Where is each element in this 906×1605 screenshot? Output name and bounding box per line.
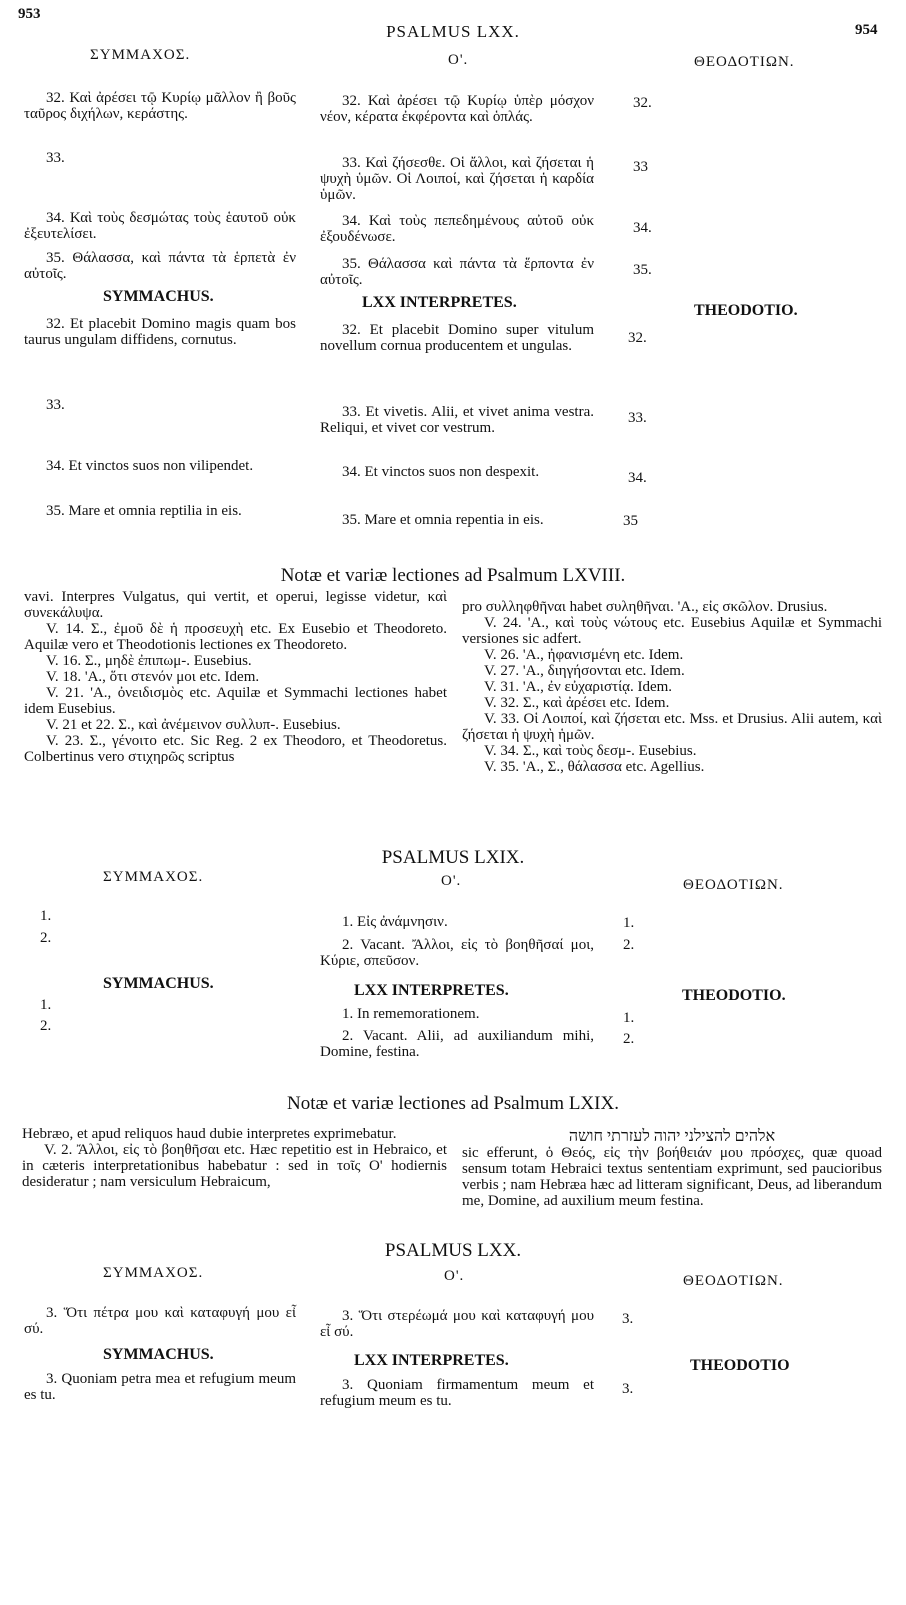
greek-head-theodotion: ΘΕΟΔΟΤΙΩΝ.: [683, 877, 784, 893]
latin-head-symmachus: SYMMACHUS.: [103, 1346, 214, 1363]
hebrew-verse: אלהים להצילני יהוה לעזרתי חושה: [568, 1128, 776, 1145]
psalm-70-title: PSALMUS LXX.: [384, 1240, 522, 1261]
lxx-greek-verse: 32. Καὶ ἀρέσει τῷ Κυρίῳ ὑπὲρ μόσχον νέον, κέρατα ἐκφέροντα καὶ ὁπλάς.: [320, 93, 594, 125]
symmachus-greek-verse: 35. Θάλασσα, καὶ πάντα τὰ ἑρπετὰ ἐν αὐτοῖς.: [24, 250, 296, 282]
greek-head-symmachus: ΣΥΜΜΑΧΟΣ.: [103, 869, 204, 885]
lxx-latin-verse: 33. Et vivetis. Alii, et vivet anima vestra. Reliqui, et vivet cor vestrum.: [320, 404, 594, 436]
latin-head-symmachus: SYMMACHUS.: [103, 288, 214, 305]
symmachus-greek-verse: 34. Καὶ τοὺς δεσμώτας τοὺς ἑαυτοῦ οὐκ ἐξευτελίσει.: [24, 210, 296, 242]
page-number-right: 954: [855, 22, 878, 38]
latin-head-lxx: LXX INTERPRETES.: [354, 1352, 509, 1369]
theodotion-verse-number: 32.: [633, 95, 652, 111]
theodotion-verse-number: 33: [633, 159, 648, 175]
symmachus-verse-number: 2.: [40, 930, 52, 946]
lxx-latin-verse: 35. Mare et omnia repentia in eis.: [342, 512, 544, 528]
theodotio-verse-number: 3.: [622, 1381, 634, 1397]
latin-head-theodotio: THEODOTIO.: [682, 987, 786, 1004]
psalm-69-title: PSALMUS LXIX.: [381, 847, 525, 868]
symmachus-latin-verse: 32. Et placebit Domino magis quam bos taurus ungulam diffidens, cornutus.: [24, 316, 296, 348]
lxx-greek-verse: 2. Vacant. Ἄλλοι, εἰς τὸ βοηθῆσαί μοι, Κύριε, σπεῦσον.: [320, 937, 594, 969]
greek-head-symmachus: ΣΥΜΜΑΧΟΣ.: [103, 1265, 204, 1281]
theodotio-verse-number: 35: [623, 513, 638, 529]
latin-head-lxx: LXX INTERPRETES.: [354, 982, 509, 999]
lxx-greek-verse: 35. Θάλασσα καὶ πάντα τὰ ἕρποντα ἐν αὐτοῖς.: [320, 256, 594, 288]
latin-head-theodotio: THEODOTIO.: [694, 302, 798, 319]
theodotio-verse-number: 2.: [623, 1031, 635, 1047]
greek-head-lxx: Ο'.: [441, 873, 462, 889]
notes-left-column: vavi. Interpres Vulgatus, qui vertit, et operui, legisse videtur, καὶ συνεκάλυψα. V. 14. Σ., ἐμοῦ δὲ ἡ προσευχὴ etc. Ex Eusebio et Theodoreto. Aquilæ vero et Theodotionis lectiones ex Theodoreto. V. 16. Σ., μηδὲ ἐπιπωμ-. Eusebius. V. 18. 'Α., ὅτι στενόν μοι etc. Idem. V. 21. 'Α., ὀνειδισμὸς etc. Aquilæ et Symmachi lectiones habet idem Eusebius. V. 21 et 22. Σ., καὶ ἀνέμεινον συλλυπ-. Eusebius. V. 23. Σ., γένοιτο etc. Sic Reg. 2 ex Theodoro, et Theodoretus. Colbertinus vero στιχηρῶς scriptus: [24, 589, 447, 765]
theodotio-verse-number: 34.: [628, 470, 647, 486]
notes-right-column: pro συλληφθῆναι habet συληθῆναι. 'Α., εἰς σκῶλον. Drusius. V. 24. 'Α., καὶ τοὺς νώτους etc. Eusebius Aquilæ et Symmachi versiones sic adfert. V. 26. 'Α., ἠφανισμένη etc. Idem. V. 27. 'Α., διηγήσονται etc. Idem. V. 31. 'Α., ἐν εὐχαριστίᾳ. Idem. V. 32. Σ., καὶ ἀρέσει etc. Idem. V. 33. Οἱ Λοιποί, καὶ ζήσεται etc. Mss. et Drusius. Alii autem, καὶ ζήσεται ἡ ψυχὴ ἡμῶν. V. 34. Σ., καὶ τοὺς δεσμ-. Eusebius. V. 35. 'Α., Σ., θάλασσα etc. Agellius.: [462, 599, 882, 775]
symmachus-latin-verse: 34. Et vinctos suos non vilipendet.: [46, 458, 254, 474]
symmachus-greek-verse: 33.: [46, 150, 65, 166]
symmachus-greek-verse: 32. Καὶ ἀρέσει τῷ Κυρίῳ μᾶλλον ἢ βοῦς ταῦρος διχήλων, κεράστης.: [24, 90, 296, 122]
greek-head-lxx: Ο'.: [444, 1268, 465, 1284]
lxx-latin-verse: 3. Quoniam firmamentum meum et refugium meum es tu.: [320, 1377, 594, 1409]
theodotion-verse-number: 1.: [623, 915, 635, 931]
greek-head-lxx: Ο'.: [448, 52, 469, 68]
symmachus-verse-number: 2.: [40, 1018, 52, 1034]
lxx-greek-verse: 1. Εἰς ἀνάμνησιν.: [342, 914, 448, 930]
lxx-latin-verse: 2. Vacant. Alii, ad auxiliandum mihi, Domine, festina.: [320, 1028, 594, 1060]
lxx-greek-verse: 33. Καὶ ζήσεσθε. Οἱ ἄλλοι, καὶ ζήσεται ἡ ψυχὴ ὑμῶν. Οἱ Λοιποί, καὶ ζήσεται ἡ καρδία ὑμῶν.: [320, 155, 594, 203]
theodotion-verse-number: 35.: [633, 262, 652, 278]
notes-title-psalm-68: Notæ et variæ lectiones ad Psalmum LXVIII.: [280, 565, 626, 586]
notes-title-psalm-69: Notæ et variæ lectiones ad Psalmum LXIX.: [287, 1093, 619, 1114]
lxx-greek-verse: 3. Ὅτι στερέωμά μου καὶ καταφυγή μου εἶ σύ.: [320, 1308, 594, 1340]
lxx-latin-verse: 32. Et placebit Domino super vitulum novellum cornua producentem et ungulas.: [320, 322, 594, 354]
symmachus-latin-verse: 35. Mare et omnia reptilia in eis.: [46, 503, 242, 519]
symmachus-greek-verse: 3. Ὅτι πέτρα μου καὶ καταφυγή μου εἶ σύ.: [24, 1305, 296, 1337]
symmachus-latin-verse: 33.: [46, 397, 65, 413]
notes-right-column: sic efferunt, ὁ Θεός, εἰς τὴν βοήθειάν μου πρόσχες, quæ quoad sensum totam Hebraici textus sententiam exprimunt, sed paucioribus verbis ; nam Hebræa hæc ad litteram significant, Deus, ad liberandum me, Domine, ad auxilium meum festina.: [462, 1145, 882, 1209]
symmachus-latin-verse: 3. Quoniam petra mea et refugium meum es tu.: [24, 1371, 296, 1403]
lxx-greek-verse: 34. Καὶ τοὺς πεπεδημένους αὐτοῦ οὐκ ἐξουδένωσε.: [320, 213, 594, 245]
latin-head-theodotio: THEODOTIO: [690, 1357, 790, 1374]
notes-left-column: Hebræo, et apud reliquos haud dubie interpretes exprimebatur. V. 2. Ἄλλοι, εἰς τὸ βοηθῆσαι etc. Hæc repetitio est in Hebraico, et in cæteris interpretationibus habebatur : sed in τοῖς Ο' hodiernis desideratur ; nam versiculum Hebraicum,: [22, 1126, 447, 1190]
symmachus-verse-number: 1.: [40, 997, 52, 1013]
lxx-latin-verse: 34. Et vinctos suos non despexit.: [342, 464, 540, 480]
theodotion-verse-number: 2.: [623, 937, 635, 953]
theodotion-verse-number: 34.: [633, 220, 652, 236]
theodotio-verse-number: 32.: [628, 330, 647, 346]
theodotio-verse-number: 33.: [628, 410, 647, 426]
running-title: PSALMUS LXX.: [386, 22, 520, 41]
symmachus-verse-number: 1.: [40, 908, 52, 924]
latin-head-lxx: LXX INTERPRETES.: [362, 294, 517, 311]
greek-head-theodotion: ΘΕΟΔΟΤΙΩΝ.: [694, 54, 795, 70]
theodotion-verse-number: 3.: [622, 1311, 634, 1327]
latin-head-symmachus: SYMMACHUS.: [103, 975, 214, 992]
page-number-left: 953: [18, 6, 41, 22]
greek-head-symmachus: ΣΥΜΜΑΧΟΣ.: [90, 47, 191, 63]
greek-head-theodotion: ΘΕΟΔΟΤΙΩΝ.: [683, 1273, 784, 1289]
theodotio-verse-number: 1.: [623, 1010, 635, 1026]
lxx-latin-verse: 1. In rememorationem.: [342, 1006, 480, 1022]
